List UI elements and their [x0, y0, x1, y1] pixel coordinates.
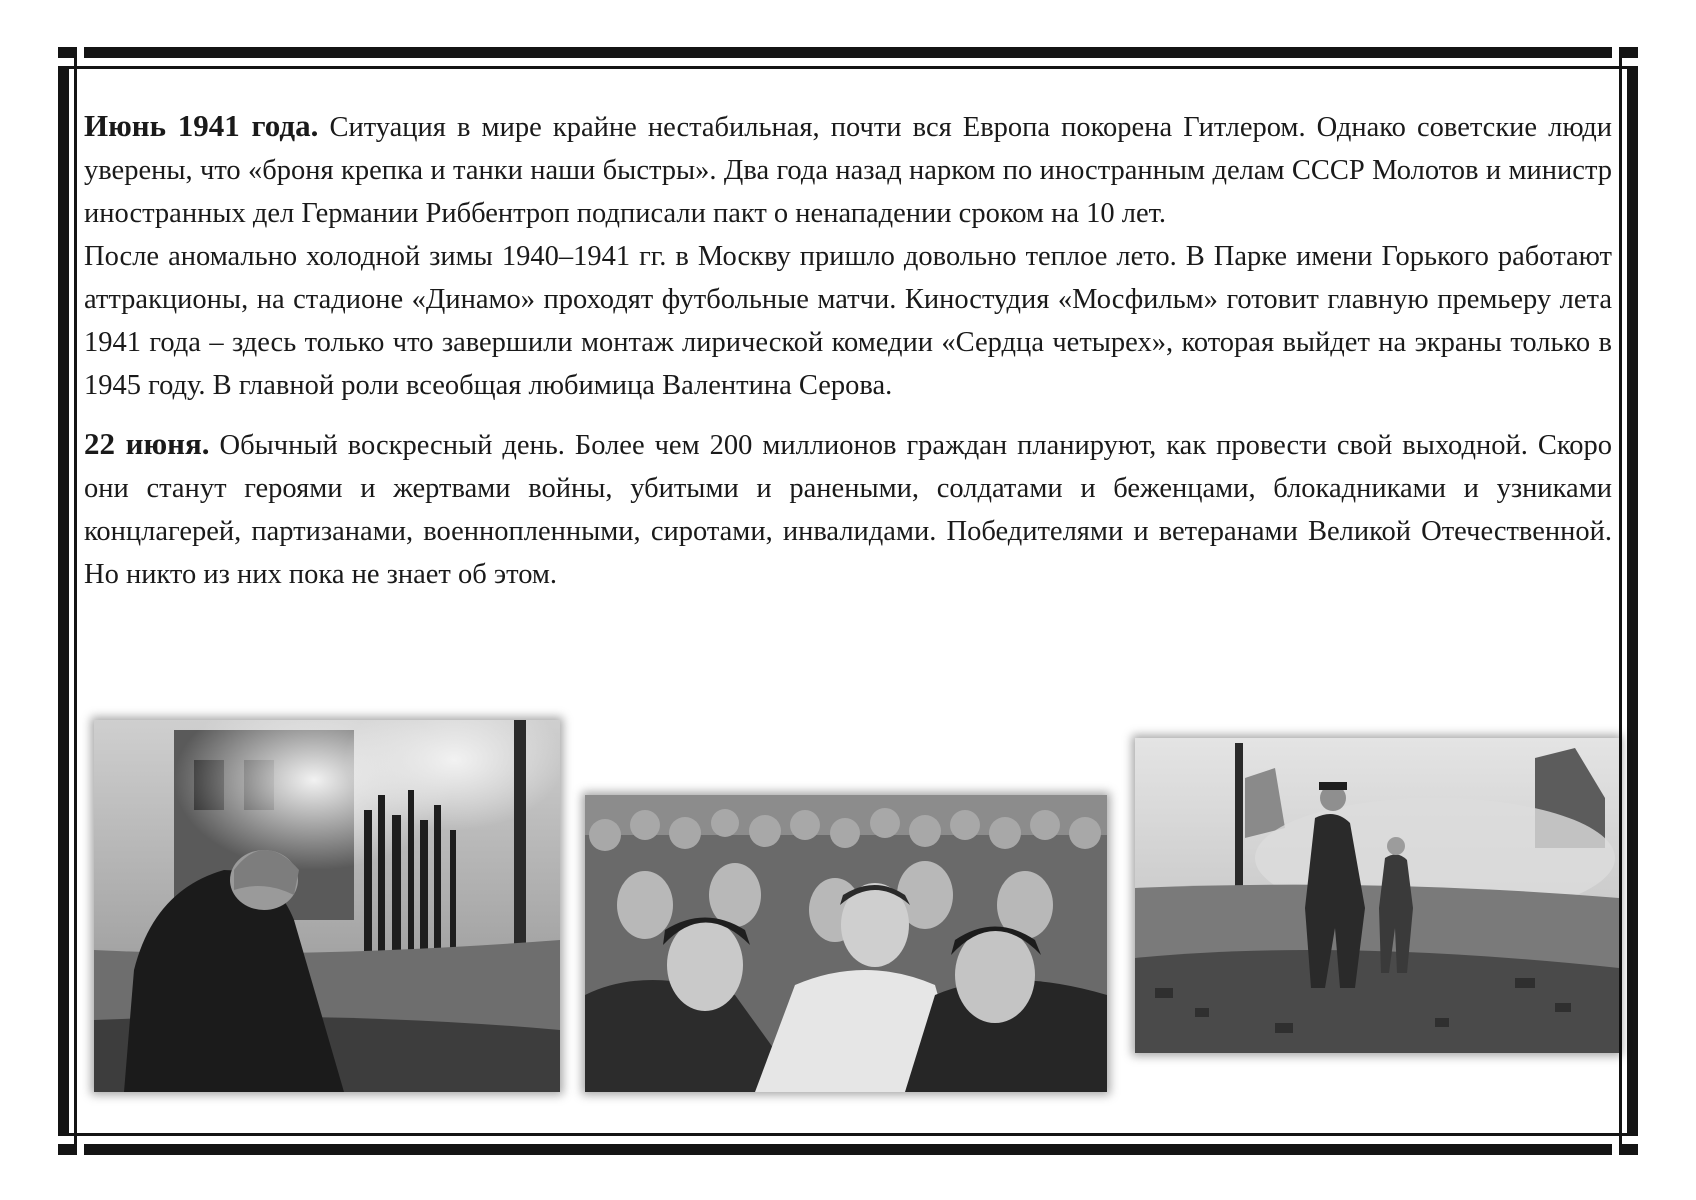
photo-crowd-image — [585, 795, 1107, 1092]
frame-bottom-line — [58, 1133, 1638, 1136]
frame-right-line — [1619, 47, 1622, 1155]
photo-ruins-image — [1135, 738, 1619, 1053]
paragraph-body: После аномально холодной зимы 1940–1941 гг. в Москву пришло довольно теплое лето. В Парке имени Горького работают аттракционы, на стадионе «Динамо» проходят футбольные матчи. Киностудия «Мосфильм» готовит главную премьеру лета 1941 года – здесь только что завершили монтаж лирической комедии «Сердца четырех», которая выйдет на экраны только в 1945 году. В главной роли всеобщая любимица Валентина Серова. — [84, 241, 1612, 401]
photo-burning-village — [94, 720, 560, 1092]
paragraph-lead: Июнь 1941 года. — [84, 108, 319, 143]
frame-corner-tr — [1620, 47, 1638, 58]
frame-top-line — [58, 66, 1638, 69]
photo-ruins — [1135, 738, 1619, 1053]
paragraph-june-22 — [84, 422, 1612, 596]
paragraph-body: Ситуация в мире крайне нестабильная, почти вся Европа покорена Гитлером. Однако советские люди уверены, что «броня крепка и танки наши быстры». Два года назад нарком по иностранным делам СССР Молотов и министр иностранных дел Германии Риббентроп подписали пакт о ненападении сроком на 10 лет. — [84, 112, 1612, 229]
paragraph-june-1941 — [84, 104, 1612, 235]
paragraph-summer-moscow — [84, 235, 1612, 407]
frame-left-line — [74, 47, 77, 1155]
photo-burning-village-image — [94, 720, 560, 1092]
frame-corner-bl — [58, 1144, 76, 1155]
article-text — [84, 104, 1612, 596]
paragraph-lead: 22 июня. — [84, 426, 210, 461]
photo-crowd — [585, 795, 1107, 1092]
frame-corner-tl — [58, 47, 76, 58]
paragraph-body: Обычный воскресный день. Более чем 200 миллионов граждан планируют, как провести свой выходной. Скоро они станут героями и жертвами войны, убитыми и ранеными, солдатами и беженцами, блокадниками и узниками концлагерей, партизанами, военнопленными, сиротами, инвалидами. Победителями и ветеранами Великой Отечественной. Но никто из них пока не знает об этом. — [84, 430, 1612, 590]
frame-left-bar — [58, 66, 69, 1136]
frame-right-bar — [1627, 66, 1638, 1136]
frame-top-bar — [84, 47, 1612, 58]
frame-bottom-bar — [84, 1144, 1612, 1155]
frame-corner-br — [1620, 1144, 1638, 1155]
